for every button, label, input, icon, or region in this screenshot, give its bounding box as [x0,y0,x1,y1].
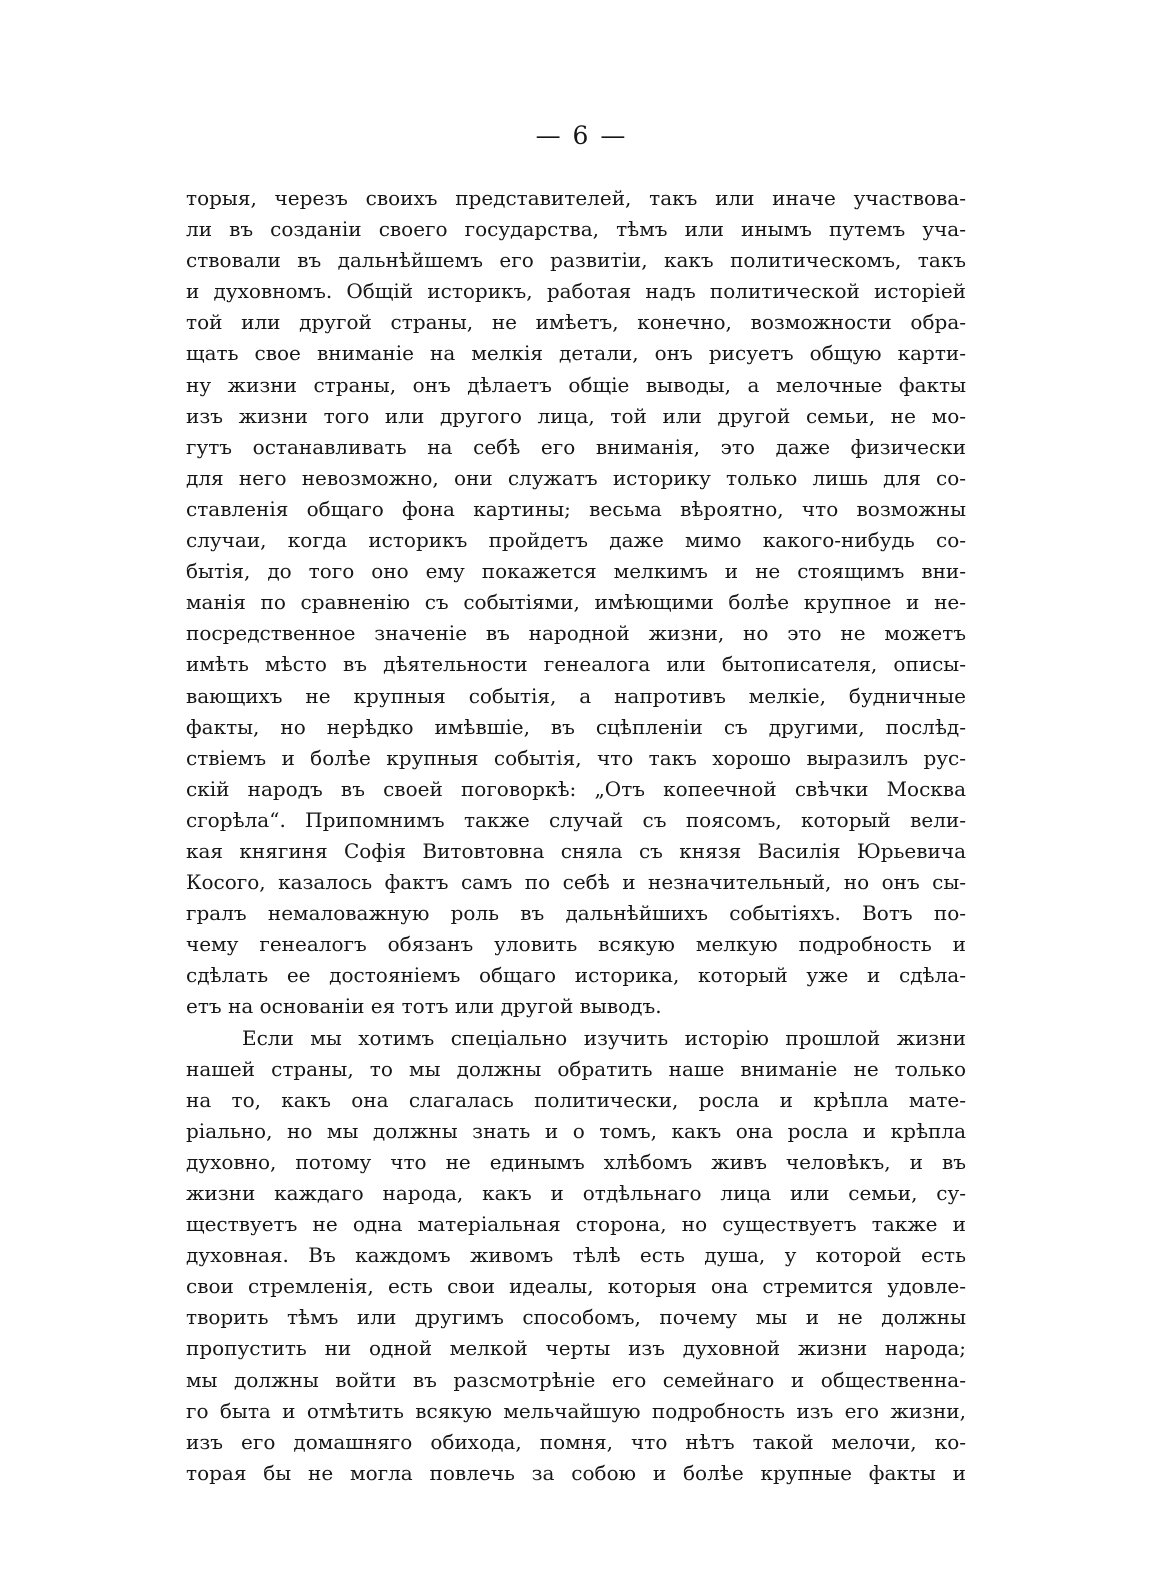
text-line: творить тѣмъ или другимъ способомъ, почему мы и не должны [186,1305,966,1330]
text-line: изъ жизни того или другого лица, той или другой семьи, не мо- [186,403,966,428]
text-line: Косого, казалось фактъ самъ по себѣ и незначительный, но онъ сы- [186,870,966,895]
text-line: вающихъ не крупныя событія, а напротивъ мелкіе, будничные [186,683,966,708]
text-line: духовная. Въ каждомъ живомъ тѣлѣ есть душа, у которой есть [186,1243,966,1268]
text-line: факты, но нерѣдко имѣвшіе, въ сцѣпленіи съ другими, послѣд- [186,714,966,739]
text-line: для него невозможно, они служатъ историку только лишь для со- [186,465,966,490]
text-line: ріально, но мы должны знать и о томъ, какъ она росла и крѣпла [186,1118,966,1143]
text-line: нашей страны, то мы должны обратить наше вниманіе не только [186,1056,966,1081]
text-line: пропустить ни одной мелкой черты изъ духовной жизни народа; [186,1336,966,1361]
text-line: ставленія общаго фона картины; весьма вѣроятно, что возможны [186,496,966,521]
paragraph-1 [186,183,966,1023]
text-line: манія по сравненію съ событіями, имѣющими болѣе крупное и не- [186,590,966,615]
text-line: кая княгиня Софія Витовтовна сняла съ князя Василія Юрьевича [186,838,966,863]
text-line: Если мы хотимъ спеціально изучить исторію прошлой жизни [242,1025,966,1050]
text-line: изъ его домашняго обихода, помня, что нѣтъ такой мелочи, ко- [186,1429,966,1454]
text-line: духовно, потому что не единымъ хлѣбомъ живъ человѣкъ, и въ [186,1149,966,1174]
text-line: чему генеалогъ обязанъ уловить всякую мелкую подробность и [186,932,966,957]
text-line: го быта и отмѣтить всякую мельчайшую подробность изъ его жизни, [186,1398,966,1423]
text-line: свои стремленія, есть свои идеалы, которыя она стремится удовле- [186,1274,966,1299]
text-line: сгорѣла“. Припомнимъ также случай съ поясомъ, который вели- [186,807,966,832]
text-line: посредственное значеніе въ народной жизни, но это не можетъ [186,621,966,646]
page-number: — 6 — [535,121,628,150]
text-line: случаи, когда историкъ пройдетъ даже мимо какого-нибудь со- [186,528,966,553]
text-line: ществуетъ не одна матеріальная сторона, но существуетъ также и [186,1212,966,1237]
text-line: ли въ созданіи своего государства, тѣмъ или инымъ путемъ уча- [186,217,966,242]
text-line: имѣть мѣсто въ дѣятельности генеалога или бытописателя, описы- [186,652,966,677]
text-line: сдѣлать ее достояніемъ общаго историка, который уже и сдѣла- [186,963,966,988]
text-line: мы должны войти въ разсмотрѣніе его семейнаго и общественна- [186,1367,966,1392]
text-line: ствіемъ и болѣе крупныя событія, что такъ хорошо выразилъ рус- [186,745,966,770]
text-line: торая бы не могла повлечь за собою и болѣе крупные факты и [186,1460,966,1485]
text-line: гралъ немаловажную роль въ дальнѣйшихъ событіяхъ. Вотъ по- [186,901,966,926]
text-line: на то, какъ она слагалась политически, росла и крѣпла мате- [186,1087,966,1112]
text-line: гутъ останавливать на себѣ его вниманія, это даже физически [186,434,966,459]
text-line: скій народъ въ своей поговоркѣ: „Отъ копеечной свѣчки Москва [186,776,966,801]
text-line: бытія, до того оно ему покажется мелкимъ и не стоящимъ вни- [186,559,966,584]
text-line: ну жизни страны, онъ дѣлаетъ общіе выводы, а мелочные факты [186,372,966,397]
text-line: ствовали въ дальнѣйшемъ его развитіи, какъ политическомъ, такъ [186,248,966,273]
text-line: той или другой страны, не имѣетъ, конечно, возможности обра- [186,310,966,335]
text-line: жизни каждаго народа, какъ и отдѣльнаго лица или семьи, су- [186,1181,966,1205]
text-line: и духовномъ. Общій историкъ, работая надъ политической исторіей [186,279,966,304]
paragraph-2 [186,1023,966,1489]
text-line: щать свое вниманіе на мелкія детали, онъ рисуетъ общую карти- [186,341,966,366]
body-text [186,183,966,1489]
text-line: етъ на основаніи ея тотъ или другой выводъ. [186,994,662,1019]
text-line: торыя, черезъ своихъ представителей, такъ или иначе участвова- [186,186,966,210]
